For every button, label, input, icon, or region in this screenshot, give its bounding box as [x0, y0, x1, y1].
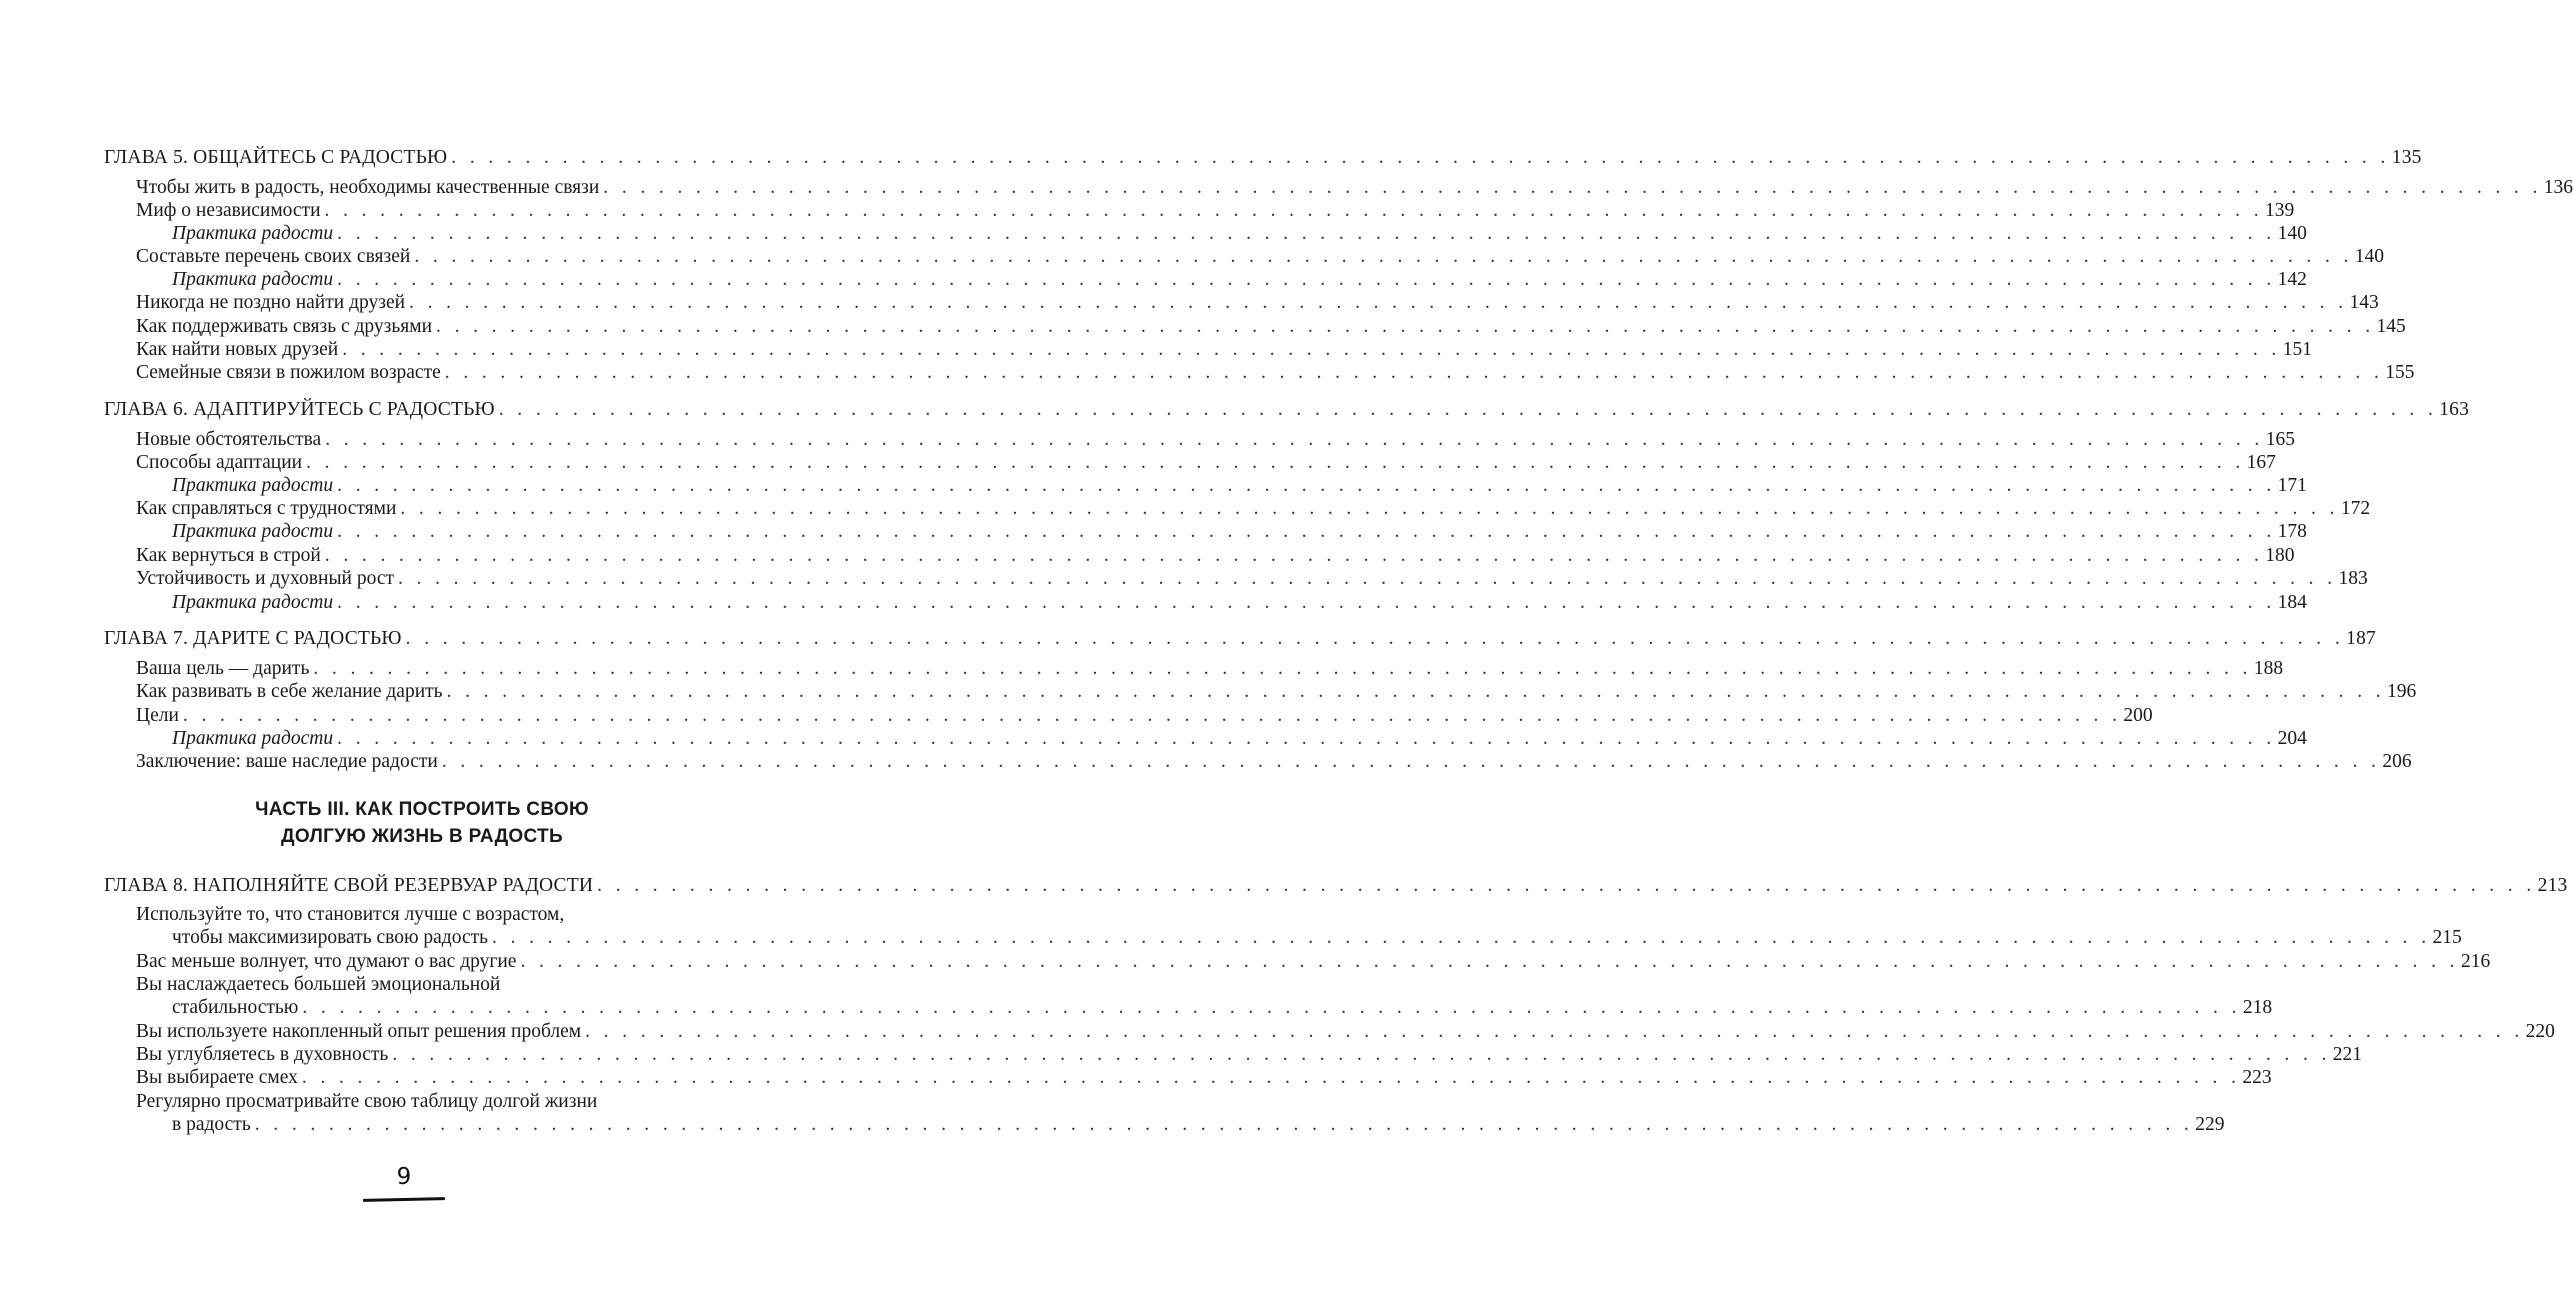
- toc-entry: [136, 1020, 2555, 1044]
- dot-leader: . . . . . . . . . . . . . . . . . . . . . . . . . . . . . . . . . . . . . . . . . . . . . . . . . . . . . . . . . . . . . . . . . . . . . . . . . . . . . . . . . . . . . . . . . . . . . . . . . . . . . . . . .: [254, 1114, 2194, 1135]
- toc-entry-title: чтобы максимизировать свою радость: [172, 927, 489, 948]
- dot-leader: . . . . . . . . . . . . . . . . . . . . . . . . . . . . . . . . . . . . . . . . . . . . . . . . . . . . . . . . . . . . . . . . . . . . . . . . . . . . . . . . . . . . . . . . . . . . . . . . . . . . . . . . .: [520, 951, 2459, 972]
- dot-leader: . . . . . . . . . . . . . . . . . . . . . . . . . . . . . . . . . . . . . . . . . . . . . . . . . . . . . . . . . . . . . . . . . . . . . . . . . . . . . . . . . . . . . . . . . . . . . . . . . . . . . . . . .: [301, 1067, 2241, 1088]
- dot-leader: . . . . . . . . . . . . . . . . . . . . . . . . . . . . . . . . . . . . . . . . . . . . . . . . . . . . . . . . . . . . . . . . . . . . . . . . . . . . . . . . . . . . . . . . . . . . . . . . . . . . . . . . .: [306, 452, 2245, 473]
- toc-entry-title: Цели: [136, 705, 179, 726]
- dot-leader: . . . . . . . . . . . . . . . . . . . . . . . . . . . . . . . . . . . . . . . . . . . . . . . . . . . . . . . . . . . . . . . . . . . . . . . . . . . . . . . . . . . . . . . . . . . . . . . . . . . . . . . . .: [400, 498, 2339, 519]
- toc-entry-page: 171: [2277, 475, 2307, 496]
- dot-leader: . . . . . . . . . . . . . . . . . . . . . . . . . . . . . . . . . . . . . . . . . . . . . . . . . . . . . . . . . . . . . . . . . . . . . . . . . . . . . . . . . . . . . . . . . . . . . . . . . . . . . . . . .: [409, 292, 2348, 313]
- toc-entry-title: Практика радости: [172, 223, 334, 244]
- toc-entry-practice: [172, 520, 2307, 544]
- toc-entry-page: 167: [2246, 452, 2276, 473]
- dot-leader: . . . . . . . . . . . . . . . . . . . . . . . . . . . . . . . . . . . . . . . . . . . . . . . . . . . . . . . . . . . . . . . . . . . . . . . . . . . . . . . . . . . . . . . . . . . . . . . . . . . . . . . . .: [337, 475, 2276, 496]
- toc-entry-continuation: [172, 926, 2462, 950]
- toc-entry-page: 143: [2349, 292, 2379, 313]
- toc-entry: [136, 1066, 2272, 1090]
- dot-leader: . . . . . . . . . . . . . . . . . . . . . . . . . . . . . . . . . . . . . . . . . . . . . . . . . . . . . . . . . . . . . . . . . . . . . . . . . . . . . . . . . . . . . . . . . . . . . . . . . . . . . . . . .: [441, 751, 2381, 772]
- toc-entry-page: 140: [2277, 223, 2307, 244]
- toc-entry-page: 155: [2385, 362, 2415, 383]
- toc-entry-title: Составьте перечень своих связей: [136, 246, 411, 267]
- toc-entry-chapter-5: [104, 146, 2422, 170]
- toc-entry: [136, 544, 2295, 568]
- dot-leader: . . . . . . . . . . . . . . . . . . . . . . . . . . . . . . . . . . . . . . . . . . . . . . . . . . . . . . . . . . . . . . . . . . . . . . . . . . . . . . . . . . . . . . . . . . . . . . . . . . . . . . . . .: [444, 362, 2384, 383]
- toc-entry-page: 216: [2460, 951, 2491, 972]
- toc-entry-page: 178: [2277, 521, 2307, 542]
- toc-entry: [136, 680, 2417, 704]
- toc-entry-page: 151: [2282, 339, 2312, 360]
- toc-entry: [136, 950, 2491, 974]
- toc-entry-page: 142: [2277, 269, 2307, 290]
- page-number-underline: [363, 1197, 445, 1202]
- toc-entry-wrapped-line: Вы наслаждаетесь большей эмоциональной: [136, 974, 501, 995]
- toc-entry: [136, 361, 2415, 385]
- toc-entry-title: Семейные связи в пожилом возрасте: [136, 362, 441, 383]
- toc-entry-practice: [172, 591, 2307, 615]
- toc-entry-practice: [172, 268, 2307, 292]
- toc-entry-page: 223: [2242, 1067, 2272, 1088]
- toc-entry-page: 206: [2382, 751, 2412, 772]
- dot-leader: . . . . . . . . . . . . . . . . . . . . . . . . . . . . . . . . . . . . . . . . . . . . . . . . . . . . . . . . . . . . . . . . . . . . . . . . . . . . . . . . . . . . . . . . . . . . . . . . . . . . . . . . .: [436, 316, 2375, 337]
- toc-entry-page: 136: [2543, 177, 2573, 198]
- toc-entry: [136, 338, 2312, 362]
- toc-entry-continuation: [172, 1113, 2225, 1137]
- toc-entry-page: 187: [2346, 628, 2376, 649]
- toc-entry-page: 204: [2277, 728, 2307, 749]
- toc-entry-wrapped-line: Регулярно просматривайте свою таблицу долгой жизни: [136, 1091, 598, 1112]
- dot-leader: . . . . . . . . . . . . . . . . . . . . . . . . . . . . . . . . . . . . . . . . . . . . . . . . . . . . . . . . . . . . . . . . . . . . . . . . . . . . . . . . . . . . . . . . . . . . . . . . . . . . . . . . .: [585, 1021, 2524, 1042]
- part-title-line-2: ДОЛГУЮ ЖИЗНЬ В РАДОСТЬ: [281, 826, 563, 847]
- toc-entry: [136, 657, 2284, 681]
- toc-entry: [136, 567, 2368, 591]
- toc-entry: [136, 704, 2153, 728]
- dot-leader: . . . . . . . . . . . . . . . . . . . . . . . . . . . . . . . . . . . . . . . . . . . . . . . . . . . . . . . . . . . . . . . . . . . . . . . . . . . . . . . . . . . . . . . . . . . . . . . . . . . . . . . . .: [325, 429, 2264, 450]
- toc-entry-title: Вы выбираете смех: [136, 1067, 298, 1088]
- toc-entry-title: Вы используете накопленный опыт решения проблем: [136, 1021, 582, 1042]
- toc-entry-page: 163: [2439, 399, 2470, 420]
- toc-entry-title: Ваша цель — дарить: [136, 658, 310, 679]
- dot-leader: . . . . . . . . . . . . . . . . . . . . . . . . . . . . . . . . . . . . . . . . . . . . . . . . . . . . . . . . . . . . . . . . . . . . . . . . . . . . . . . . . . . . . . . . . . . . . . . . . . . . . . . . .: [337, 223, 2276, 244]
- page-number: 9: [396, 1164, 412, 1190]
- toc-entry-title: Вы углубляетесь в духовность: [136, 1044, 389, 1065]
- toc-entry-page: 165: [2265, 429, 2295, 450]
- toc-entry-title: Устойчивость и духовный рост: [136, 568, 395, 589]
- toc-entry-title: ГЛАВА 5. ОБЩАЙТЕСЬ С РАДОСТЬЮ: [104, 147, 448, 168]
- toc-entry-page: 215: [2432, 927, 2462, 948]
- toc-entry-title: Практика радости: [172, 269, 334, 290]
- toc-entry-title: Как поддерживать связь с друзьями: [136, 316, 433, 337]
- dot-leader: . . . . . . . . . . . . . . . . . . . . . . . . . . . . . . . . . . . . . . . . . . . . . . . . . . . . . . . . . . . . . . . . . . . . . . . . . . . . . . . . . . . . . . . . . . . . . . . . . . . . . . . . .: [337, 269, 2276, 290]
- dot-leader: . . . . . . . . . . . . . . . . . . . . . . . . . . . . . . . . . . . . . . . . . . . . . . . . . . . . . . . . . . . . . . . . . . . . . . . . . . . . . . . . . . . . . . . . . . . . . . . . . . . . . . . . .: [451, 147, 2390, 168]
- toc-entry-title: в радость: [172, 1114, 251, 1135]
- toc-entry-title: Практика радости: [172, 592, 334, 613]
- toc-entry-page: 140: [2354, 246, 2385, 267]
- toc-entry-title: Как справляться с трудностями: [136, 498, 397, 519]
- toc-entry-title: Чтобы жить в радость, необходимы качественные связи: [136, 177, 600, 198]
- toc-entry-title: Как развивать в себе желание дарить: [136, 681, 443, 702]
- toc-entry-page: 135: [2391, 147, 2422, 168]
- toc-entry-page: 184: [2277, 592, 2307, 613]
- toc-entry-title: ГЛАВА 7. ДАРИТЕ С РАДОСТЬЮ: [104, 628, 402, 649]
- toc-entry-page: 221: [2332, 1044, 2363, 1065]
- toc-entry-title: Вас меньше волнует, что думают о вас другие: [136, 951, 517, 972]
- dot-leader: . . . . . . . . . . . . . . . . . . . . . . . . . . . . . . . . . . . . . . . . . . . . . . . . . . . . . . . . . . . . . . . . . . . . . . . . . . . . . . . . . . . . . . . . . . . . . . . . . . . . . . . . .: [313, 658, 2252, 679]
- dot-leader: . . . . . . . . . . . . . . . . . . . . . . . . . . . . . . . . . . . . . . . . . . . . . . . . . . . . . . . . . . . . . . . . . . . . . . . . . . . . . . . . . . . . . . . . . . . . . . . . . . . . . . . . .: [302, 997, 2241, 1018]
- toc-entry-title: Практика радости: [172, 728, 334, 749]
- toc-entry-page: 200: [2123, 705, 2153, 726]
- toc-entry-chapter-7: [104, 627, 2376, 651]
- toc-entry-title: ГЛАВА 6. АДАПТИРУЙТЕСЬ С РАДОСТЬЮ: [104, 399, 495, 420]
- toc-entry-title: Как найти новых друзей: [136, 339, 339, 360]
- toc-entry: [136, 291, 2379, 315]
- toc-entry-page: 229: [2195, 1114, 2225, 1135]
- toc-entry-title: Никогда не поздно найти друзей: [136, 292, 406, 313]
- toc-entry-wrapped-line: Используйте то, что становится лучше с возрастом,: [136, 904, 565, 925]
- toc-entry-title: Как вернуться в строй: [136, 545, 321, 566]
- toc-entry-practice: [172, 474, 2307, 498]
- toc-entry-page: 213: [2537, 875, 2568, 896]
- toc-entry-title: стабильностью: [172, 997, 299, 1018]
- toc-entry-page: 220: [2525, 1021, 2555, 1042]
- toc-entry-page: 188: [2253, 658, 2284, 679]
- toc-entry: [136, 245, 2385, 269]
- toc-entry: [136, 451, 2276, 475]
- dot-leader: . . . . . . . . . . . . . . . . . . . . . . . . . . . . . . . . . . . . . . . . . . . . . . . . . . . . . . . . . . . . . . . . . . . . . . . . . . . . . . . . . . . . . . . . . . . . . . . . . . . . . . . . .: [324, 545, 2264, 566]
- dot-leader: . . . . . . . . . . . . . . . . . . . . . . . . . . . . . . . . . . . . . . . . . . . . . . . . . . . . . . . . . . . . . . . . . . . . . . . . . . . . . . . . . . . . . . . . . . . . . . . . . . . . . . . . .: [182, 705, 2122, 726]
- toc-entry-title: Способы адаптации: [136, 452, 303, 473]
- toc-entry: [136, 497, 2371, 521]
- dot-leader: . . . . . . . . . . . . . . . . . . . . . . . . . . . . . . . . . . . . . . . . . . . . . . . . . . . . . . . . . . . . . . . . . . . . . . . . . . . . . . . . . . . . . . . . . . . . . . . . . . . . . . . . .: [498, 399, 2438, 420]
- toc-entry-title: Практика радости: [172, 521, 334, 542]
- toc-entry-title: ГЛАВА 8. НАПОЛНЯЙТЕ СВОЙ РЕЗЕРВУАР РАДОСТИ: [104, 875, 594, 896]
- dot-leader: . . . . . . . . . . . . . . . . . . . . . . . . . . . . . . . . . . . . . . . . . . . . . . . . . . . . . . . . . . . . . . . . . . . . . . . . . . . . . . . . . . . . . . . . . . . . . . . . . . . . . . . . .: [337, 592, 2276, 613]
- dot-leader: . . . . . . . . . . . . . . . . . . . . . . . . . . . . . . . . . . . . . . . . . . . . . . . . . . . . . . . . . . . . . . . . . . . . . . . . . . . . . . . . . . . . . . . . . . . . . . . . . . . . . . . . .: [324, 200, 2264, 221]
- toc-entry-title: Новые обстоятельства: [136, 429, 322, 450]
- toc-entry-page: 172: [2340, 498, 2371, 519]
- dot-leader: . . . . . . . . . . . . . . . . . . . . . . . . . . . . . . . . . . . . . . . . . . . . . . . . . . . . . . . . . . . . . . . . . . . . . . . . . . . . . . . . . . . . . . . . . . . . . . . . . . . . . . . . .: [446, 681, 2386, 702]
- dot-leader: . . . . . . . . . . . . . . . . . . . . . . . . . . . . . . . . . . . . . . . . . . . . . . . . . . . . . . . . . . . . . . . . . . . . . . . . . . . . . . . . . . . . . . . . . . . . . . . . . . . . . . . . .: [342, 339, 2281, 360]
- dot-leader: . . . . . . . . . . . . . . . . . . . . . . . . . . . . . . . . . . . . . . . . . . . . . . . . . . . . . . . . . . . . . . . . . . . . . . . . . . . . . . . . . . . . . . . . . . . . . . . . . . . . . . . . .: [414, 246, 2353, 267]
- dot-leader: . . . . . . . . . . . . . . . . . . . . . . . . . . . . . . . . . . . . . . . . . . . . . . . . . . . . . . . . . . . . . . . . . . . . . . . . . . . . . . . . . . . . . . . . . . . . . . . . . . . . . . . . .: [337, 728, 2276, 749]
- toc-entry-continuation: [172, 996, 2273, 1020]
- dot-leader: . . . . . . . . . . . . . . . . . . . . . . . . . . . . . . . . . . . . . . . . . . . . . . . . . . . . . . . . . . . . . . . . . . . . . . . . . . . . . . . . . . . . . . . . . . . . . . . . . . . . . . . . .: [405, 628, 2345, 649]
- toc-entry-title: Практика радости: [172, 475, 334, 496]
- toc-entry: [136, 750, 2412, 774]
- toc-entry-page: 183: [2338, 568, 2368, 589]
- toc-entry-title: Миф о независимости: [136, 200, 321, 221]
- dot-leader: . . . . . . . . . . . . . . . . . . . . . . . . . . . . . . . . . . . . . . . . . . . . . . . . . . . . . . . . . . . . . . . . . . . . . . . . . . . . . . . . . . . . . . . . . . . . . . . . . . . . . . . . .: [603, 177, 2542, 198]
- toc-entry-page: 139: [2265, 200, 2295, 221]
- toc-entry-practice: [172, 727, 2307, 751]
- dot-leader: . . . . . . . . . . . . . . . . . . . . . . . . . . . . . . . . . . . . . . . . . . . . . . . . . . . . . . . . . . . . . . . . . . . . . . . . . . . . . . . . . . . . . . . . . . . . . . . . . . . . . . . . .: [398, 568, 2337, 589]
- toc-entry: [136, 428, 2295, 452]
- toc-entry: [136, 1043, 2363, 1067]
- toc-entry: [136, 176, 2573, 200]
- toc-entry-page: 218: [2242, 997, 2273, 1018]
- dot-leader: . . . . . . . . . . . . . . . . . . . . . . . . . . . . . . . . . . . . . . . . . . . . . . . . . . . . . . . . . . . . . . . . . . . . . . . . . . . . . . . . . . . . . . . . . . . . . . . . . . . . . . . . .: [597, 875, 2536, 896]
- toc-entry-chapter-6: [104, 398, 2470, 422]
- toc-entry: [136, 315, 2406, 339]
- dot-leader: . . . . . . . . . . . . . . . . . . . . . . . . . . . . . . . . . . . . . . . . . . . . . . . . . . . . . . . . . . . . . . . . . . . . . . . . . . . . . . . . . . . . . . . . . . . . . . . . . . . . . . . . .: [337, 521, 2276, 542]
- toc-entry-page: 196: [2387, 681, 2417, 702]
- toc-entry-chapter-8: [104, 874, 2568, 898]
- toc-entry-title: Заключение: ваше наследие радости: [136, 751, 438, 772]
- toc-entry-page: 180: [2265, 545, 2295, 566]
- toc-entry-page: 145: [2376, 316, 2406, 337]
- toc-entry: [136, 199, 2295, 223]
- part-title-line-1: ЧАСТЬ III. КАК ПОСТРОИТЬ СВОЮ: [255, 799, 589, 820]
- toc-entry-practice: [172, 222, 2307, 246]
- dot-leader: . . . . . . . . . . . . . . . . . . . . . . . . . . . . . . . . . . . . . . . . . . . . . . . . . . . . . . . . . . . . . . . . . . . . . . . . . . . . . . . . . . . . . . . . . . . . . . . . . . . . . . . . .: [392, 1044, 2331, 1065]
- dot-leader: . . . . . . . . . . . . . . . . . . . . . . . . . . . . . . . . . . . . . . . . . . . . . . . . . . . . . . . . . . . . . . . . . . . . . . . . . . . . . . . . . . . . . . . . . . . . . . . . . . . . . . . . .: [492, 927, 2431, 948]
